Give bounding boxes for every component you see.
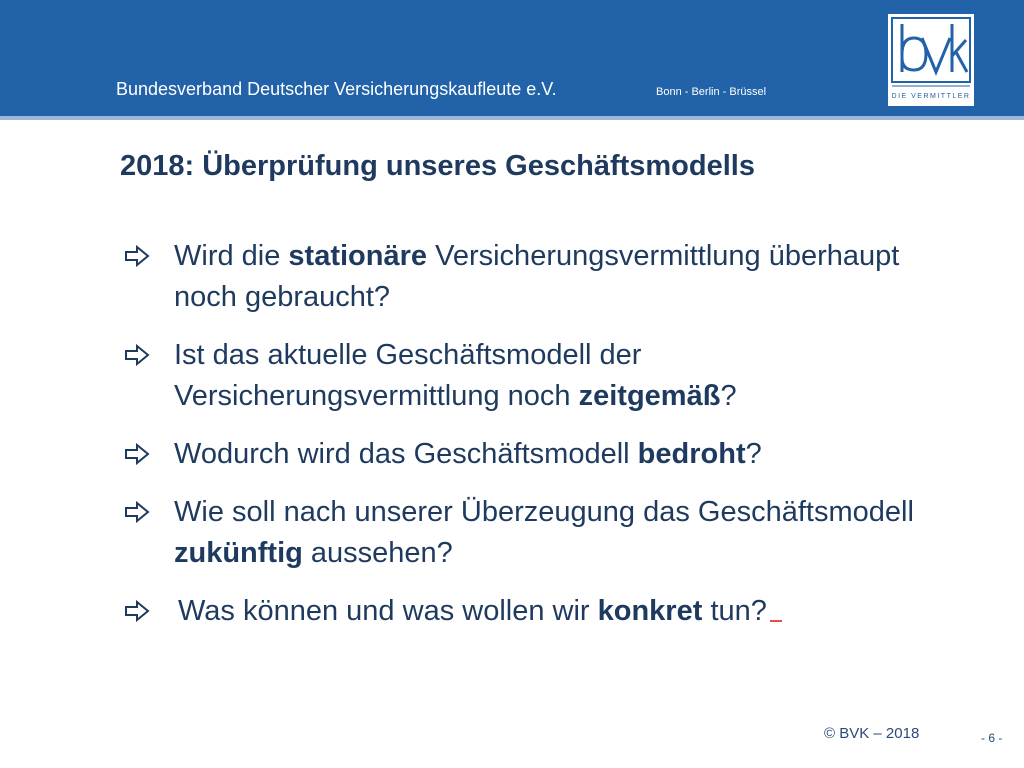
logo-tagline: DIE VERMITTLER	[891, 93, 971, 100]
page-number: - 6 -	[981, 731, 1003, 745]
header-divider	[0, 116, 1024, 120]
office-locations: Bonn - Berlin - Brüssel	[656, 86, 767, 98]
bullet-emphasis: zeitgemäß	[578, 380, 721, 412]
bullet-list	[124, 236, 924, 649]
bullet-item	[124, 434, 924, 475]
bullet-item	[124, 236, 924, 318]
arrow-right-icon	[124, 344, 150, 366]
edit-marker	[770, 620, 782, 622]
copyright-notice: © BVK – 2018	[824, 725, 920, 742]
bullet-text: Ist das aktuelle Geschäftsmodell der Versicherungsvermittlung noch	[174, 339, 642, 412]
bullet-text: tun?	[702, 595, 767, 627]
bullet-text: ?	[720, 380, 737, 412]
bullet-item	[124, 492, 924, 574]
arrow-right-icon	[124, 600, 150, 622]
bullet-text: Was können und was wollen wir	[178, 595, 598, 627]
bullet-item	[124, 335, 924, 417]
bullet-text: aussehen?	[302, 537, 453, 569]
bullet-emphasis: zukünftig	[174, 537, 303, 569]
bvk-logo	[888, 14, 974, 106]
arrow-right-icon	[124, 443, 150, 465]
bullet-text: Wie soll nach unserer Überzeugung das Geschäftsmodell	[174, 496, 914, 528]
bullet-item	[124, 591, 924, 632]
bullet-emphasis: stationäre	[288, 240, 428, 272]
bullet-text: Wodurch wird das Geschäftsmodell	[174, 438, 638, 470]
organization-name: Bundesverband Deutscher Versicherungskaufleute e.V.	[116, 79, 557, 99]
bullet-emphasis: bedroht	[637, 438, 746, 470]
arrow-right-icon	[124, 501, 150, 523]
slide-title: 2018: Überprüfung unseres Geschäftsmodells	[120, 150, 755, 182]
bullet-text: Wird die	[174, 240, 289, 272]
bullet-text: ?	[745, 438, 762, 470]
bullet-text: Versicherungsvermittlung überhaupt noch gebraucht?	[174, 240, 900, 313]
bullet-emphasis: konkret	[597, 595, 703, 627]
arrow-right-icon	[124, 245, 150, 267]
header-bar	[0, 0, 1024, 116]
